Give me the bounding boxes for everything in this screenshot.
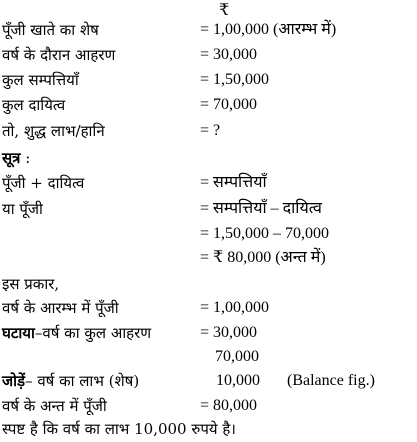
given-value-total-liabilities: = 70,000 <box>200 96 258 113</box>
formula-value-assets: = सम्पत्तियाँ <box>200 174 267 191</box>
calculation-intro: इस प्रकार, <box>2 275 60 293</box>
currency-symbol: ₹ <box>219 0 230 19</box>
formula-colon: : <box>25 149 31 167</box>
formula-heading: सूत्र <box>2 149 21 167</box>
calc-note-balance-figure: (Balance fig.) <box>287 372 375 389</box>
calc-label-add-profit-row <box>2 372 139 390</box>
given-label-total-assets: कुल सम्पत्तियाँ <box>2 71 79 89</box>
calc-less-word: घटाया <box>2 324 35 342</box>
calc-value-closing-capital: = 80,000 <box>200 397 258 414</box>
formula-heading-row <box>2 149 30 167</box>
calc-label-less-drawings-row <box>2 324 151 342</box>
formula-value-substitution: = 1,50,000 – 70,000 <box>200 225 330 242</box>
formula-label-capital-plus-liabilities: पूँजी + दायित्व <box>2 174 85 192</box>
given-label-total-liabilities: कुल दायित्व <box>2 96 66 114</box>
formula-label-or-capital: या पूँजी <box>2 200 43 218</box>
given-label-net-profit: तो, शुद्ध लाभ/हानि <box>2 122 105 140</box>
calc-label-less-drawings: –वर्ष का कुल आहरण <box>34 324 152 342</box>
calc-label-opening-capital: वर्ष के आरम्भ में पूँजी <box>2 299 119 317</box>
given-value-total-assets: = 1,50,000 <box>200 71 270 88</box>
formula-value-closing-capital: = ₹ 80,000 (अन्त में) <box>200 249 326 266</box>
given-value-net-profit: = ? <box>200 122 221 139</box>
calc-value-less-drawings: = 30,000 <box>200 324 258 341</box>
given-value-capital-balance: = 1,00,000 (आरम्भ में) <box>200 21 337 38</box>
calc-value-add-profit: 10,000 <box>216 372 260 389</box>
conclusion-text: स्पष्ट है कि वर्ष का लाभ 10,000 रुपये है। <box>2 420 236 438</box>
calc-value-opening-capital: = 1,00,000 <box>200 299 270 316</box>
given-label-capital-balance: पूँजी खाते का शेष <box>2 21 99 39</box>
calc-label-closing-capital: वर्ष के अन्त में पूँजी <box>2 397 107 415</box>
given-value-drawings: = 30,000 <box>200 46 258 63</box>
calc-label-add-profit: – वर्ष का लाभ (शेष) <box>25 372 140 390</box>
calc-value-subtotal: 70,000 <box>215 348 259 365</box>
given-label-drawings: वर्ष के दौरान आहरण <box>2 46 116 64</box>
formula-value-assets-minus-liabilities: = सम्पत्तियाँ – दायित्व <box>200 200 322 217</box>
calc-add-word: जोड़ें <box>2 372 26 390</box>
